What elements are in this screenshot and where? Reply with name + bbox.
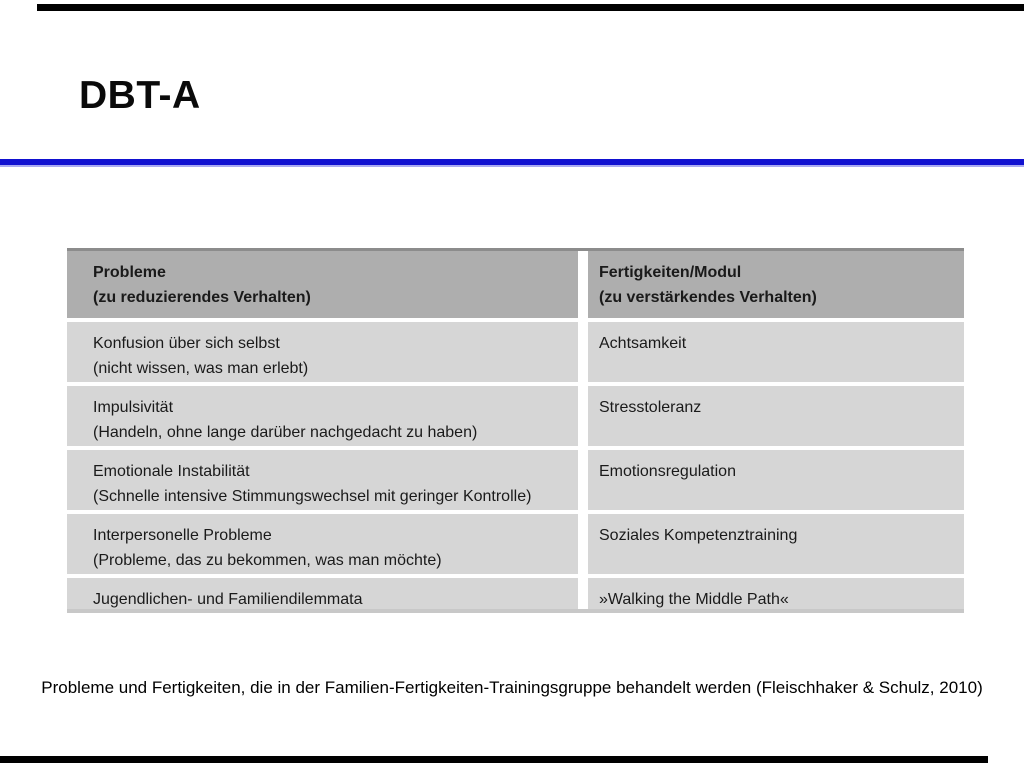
header-skills-subtitle: (zu verstärkendes Verhalten) — [599, 289, 817, 306]
problem-cell — [67, 322, 578, 382]
problem-text: Konfusion über sich selbst — [93, 335, 280, 352]
header-problems-title: Probleme — [93, 264, 166, 281]
skill-text: Soziales Kompetenztraining — [599, 527, 798, 544]
bottom-decorative-bar — [0, 756, 988, 763]
skill-text: Emotionsregulation — [599, 463, 736, 480]
skill-cell — [588, 578, 964, 609]
problem-cell — [67, 450, 578, 510]
header-skills-title: Fertigkeiten/Modul — [599, 264, 742, 281]
table-header-row — [67, 251, 964, 318]
problem-text: Impulsivität — [93, 399, 174, 416]
skill-text: »Walking the Middle Path« — [599, 591, 789, 608]
column-gap — [578, 322, 588, 382]
skill-cell — [588, 514, 964, 574]
problem-cell — [67, 514, 578, 574]
column-gap — [578, 450, 588, 510]
skill-text: Stresstoleranz — [599, 399, 702, 416]
table-row — [67, 450, 964, 510]
column-gap — [578, 251, 588, 318]
table-row — [67, 322, 964, 382]
problem-detail: (Probleme, das zu bekommen, was man möchte) — [93, 552, 442, 569]
problem-detail: (Schnelle intensive Stimmungswechsel mit geringer Kontrolle) — [93, 488, 532, 505]
problem-text: Jugendlichen- und Familiendilemmata — [93, 591, 363, 608]
problem-detail: (Handeln, ohne lange darüber nachgedacht zu haben) — [93, 424, 478, 441]
header-problems-subtitle: (zu reduzierendes Verhalten) — [93, 289, 311, 306]
problem-text: Interpersonelle Probleme — [93, 527, 272, 544]
problem-detail: (nicht wissen, was man erlebt) — [93, 360, 309, 377]
header-cell-problems — [67, 251, 578, 318]
skill-cell — [588, 386, 964, 446]
column-gap — [578, 578, 588, 609]
column-gap — [578, 514, 588, 574]
table-row — [67, 514, 964, 574]
skill-cell — [588, 450, 964, 510]
problems-skills-table — [67, 248, 964, 613]
problem-cell — [67, 578, 578, 609]
title-divider-rule — [0, 159, 1024, 165]
skill-text: Achtsamkeit — [599, 335, 687, 352]
header-cell-skills — [588, 251, 964, 318]
top-decorative-bar — [37, 4, 1024, 11]
problem-text: Emotionale Instabilität — [93, 463, 250, 480]
table-caption: Probleme und Fertigkeiten, die in der Familien-Fertigkeiten-Trainingsgruppe behandelt werden (Fleischhaker & Schulz, 2010) — [41, 678, 983, 697]
skill-cell — [588, 322, 964, 382]
table-row — [67, 578, 964, 609]
problem-cell — [67, 386, 578, 446]
slide-title: DBT-A — [79, 74, 201, 117]
table-row — [67, 386, 964, 446]
column-gap — [578, 386, 588, 446]
